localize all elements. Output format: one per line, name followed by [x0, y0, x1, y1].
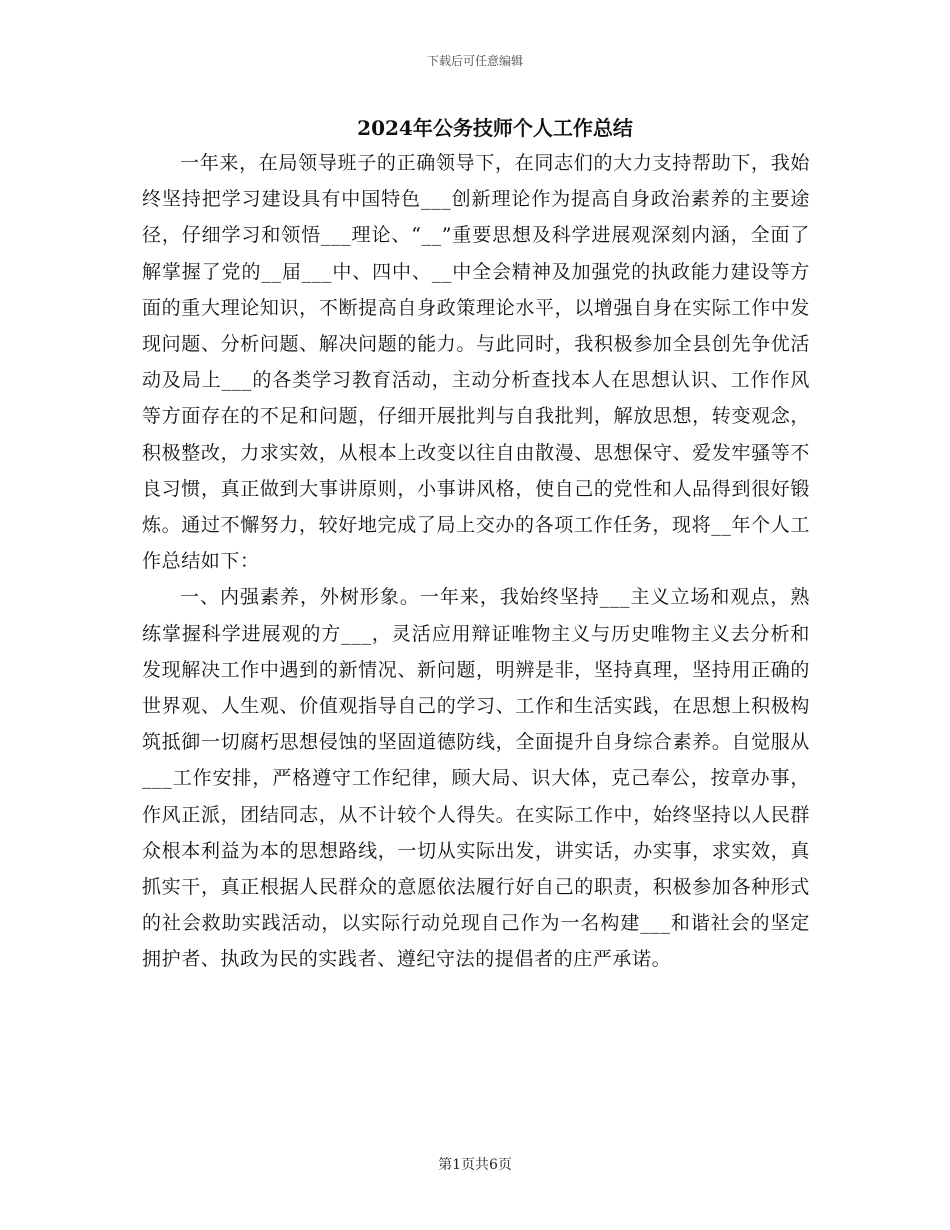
document-title: 2024年公务技师个人工作总结 — [357, 116, 633, 140]
paragraph-intro: 一年来，在局领导班子的正确领导下，在同志们的大力支持帮助下，我始终坚持把学习建设具有中国特色___创新理论作为提高自身政治素养的主要途径，仔细学习和领悟___理论、“__”重要思想及科学进展观深刻内涵，全面了解掌握了党的__届___中、四中、__中全会精神及加强党的执政能力建设等方面的重大理论知识，不断提高自身政策理论水平，以增强自身在实际工作中发现问题、分析问题、解决问题的能力。与此同时，我积极参加全县创先争优活动及局上___的各类学习教育活动，主动分析查找本人在思想认识、工作作风等方面存在的不足和问题，仔细开展批判与自我批判，解放思想，转变观念，积极整改，力求实效，从根本上改变以往自由散漫、思想保守、爱发牢骚等不良习惯，真正做到大事讲原则，小事讲风格，使自己的党性和人品得到很好锻炼。通过不懈努力，较好地完成了局上交办的各项工作任务，现将__年个人工作总结如下： — [142, 152, 810, 573]
header-note: 下载后可任意编辑 — [426, 54, 523, 68]
paragraph-section-one: 一、内强素养，外树形象。一年来，我始终坚持___主义立场和观点，熟练掌握科学进展观的方___，灵活应用辩证唯物主义与历史唯物主义去分析和发现解决工作中遇到的新情况、新问题，明辨是非，坚持真理，坚持用正确的世界观、人生观、价值观指导自己的学习、工作和生活实践，在思想上积极构筑抵御一切腐朽思想侵蚀的坚固道德防线，全面提升自身综合素养。自觉服从___工作安排，严格遵守工作纪律，顾大局、识大体，克己奉公，按章办事，作风正派，团结同志，从不计较个人得失。在实际工作中，始终坚持以人民群众根本利益为本的思想路线，一切从实际出发，讲实话，办实事，求实效，真抓实干，真正根据人民群众的意愿依法履行好自己的职责，积极参加各种形式的社会救助实践活动，以实际行动兑现自己作为一名构建___和谐社会的坚定拥护者、执政为民的实践者、遵纪守法的提倡者的庄严承诺。 — [142, 586, 810, 971]
page-indicator: 第1页共6页 — [438, 1157, 512, 1173]
document-body — [142, 145, 810, 978]
